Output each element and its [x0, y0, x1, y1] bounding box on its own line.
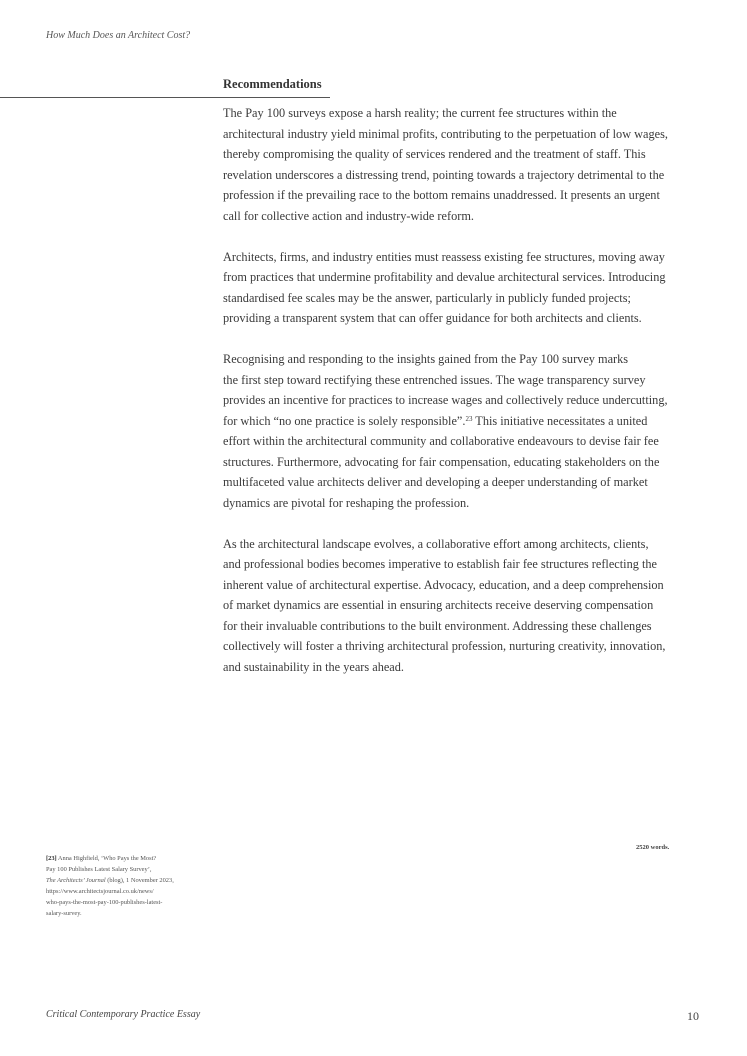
paragraph-line-with-footnote: [223, 411, 705, 432]
paragraph-line: the first step toward rectifying these entrenched issues. The wage transparency survey: [223, 372, 646, 387]
word-count: 2520 words.: [636, 844, 670, 851]
footnote-url-line[interactable]: https://www.architectsjournal.co.uk/news/: [46, 888, 154, 895]
paragraph-line: provides an incentive for practices to increase wages and collectively reduce undercutting,: [223, 393, 668, 407]
line-text: for which “no one practice is solely responsible”.: [223, 413, 466, 428]
running-header-title: How Much Does an Architect Cost?: [46, 30, 191, 41]
paragraph-line: multifaceted value architects deliver and developing a deeper understanding of market: [223, 475, 648, 489]
paragraph-2: [223, 247, 705, 329]
paragraph-line: effort within the architectural community and collaborative endeavours to devise fair fee: [223, 434, 659, 448]
footnote-line: [46, 875, 196, 886]
footnote-reference[interactable]: 23: [465, 414, 473, 423]
paragraph-4: [223, 534, 705, 678]
paragraph-line: of market dynamics are essential in ensuring architects receive deserving compensation: [223, 598, 654, 612]
footnote-number: [23]: [46, 855, 57, 862]
paragraph-line: profession if the prevailing race to the bottom remains unaddressed. It presents an urgent: [223, 188, 660, 202]
footnote-line: Pay 100 Publishes Latest Salary Survey’,: [46, 866, 152, 873]
paragraph-line: architectural industry yield minimal profits, contributing to the perpetuation of low wages,: [223, 126, 668, 141]
paragraph-line: call for collective action and industry-wide reform.: [223, 208, 474, 223]
paragraph-line: and sustainability in the years ahead.: [223, 659, 404, 674]
paragraph-line: revelation underscores a distressing trend, pointing towards a trajectory detrimental to the: [223, 167, 665, 182]
heading-rule: [0, 97, 330, 98]
footer-title: Critical Contemporary Practice Essay: [46, 1009, 201, 1020]
paragraph-line: inherent value of architectural expertise. Advocacy, education, and a deep comprehension: [223, 577, 664, 592]
footnote-url-line[interactable]: salary-survey.: [46, 910, 82, 917]
paragraph-line: for their invaluable contributions to the built environment. Addressing these challenges: [223, 618, 652, 633]
page-number: 10: [687, 1009, 699, 1023]
paragraph-line: Architects, firms, and industry entities must reassess existing fee structures, moving away: [223, 249, 665, 264]
footnote-url-line[interactable]: who-pays-the-most-pay-100-publishes-latest-: [46, 899, 163, 906]
paragraph-line: Recognising and responding to the insights gained from the Pay 100 survey marks: [223, 352, 629, 366]
paragraph-line: The Pay 100 surveys expose a harsh reality; the current fee structures within the: [223, 106, 617, 120]
paragraph-1: [223, 103, 705, 226]
body-text: [223, 103, 705, 698]
paragraph-line: dynamics are pivotal for reshaping the profession.: [223, 495, 470, 510]
paragraph-line: thereby compromising the quality of services rendered and the treatment of staff. This: [223, 147, 646, 161]
footnote-text: (blog), 1 November 2023,: [105, 877, 174, 884]
footnote-line: [46, 853, 196, 864]
footnote-text: Anna Highfield, ‘Who Pays the Most?: [56, 855, 157, 862]
paragraph-line: structures. Furthermore, advocating for fair compensation, educating stakeholders on the: [223, 454, 660, 469]
footnote-journal-title: The Architects’ Journal: [46, 877, 106, 884]
paragraph-line: providing a transparent system that can offer guidance for both architects and clients.: [223, 311, 642, 325]
paragraph-line: As the architectural landscape evolves, a collaborative effort among architects, clients,: [223, 536, 649, 551]
paragraph-line: collectively will foster a thriving architectural profession, nurturing creativity, innovation,: [223, 639, 666, 653]
paragraph-line: and professional bodies becomes imperative to establish fair fee structures reflecting the: [223, 557, 657, 571]
paragraph-3: [223, 349, 705, 513]
line-text: This initiative necessitates a united: [472, 413, 648, 428]
paragraph-line: standardised fee scales may be the answer, particularly in publicly funded projects;: [223, 290, 631, 305]
paragraph-line: from practices that undermine profitability and devalue architectural services. Introducing: [223, 270, 666, 284]
footnote: [46, 853, 196, 919]
section-heading: Recommendations: [223, 77, 322, 91]
